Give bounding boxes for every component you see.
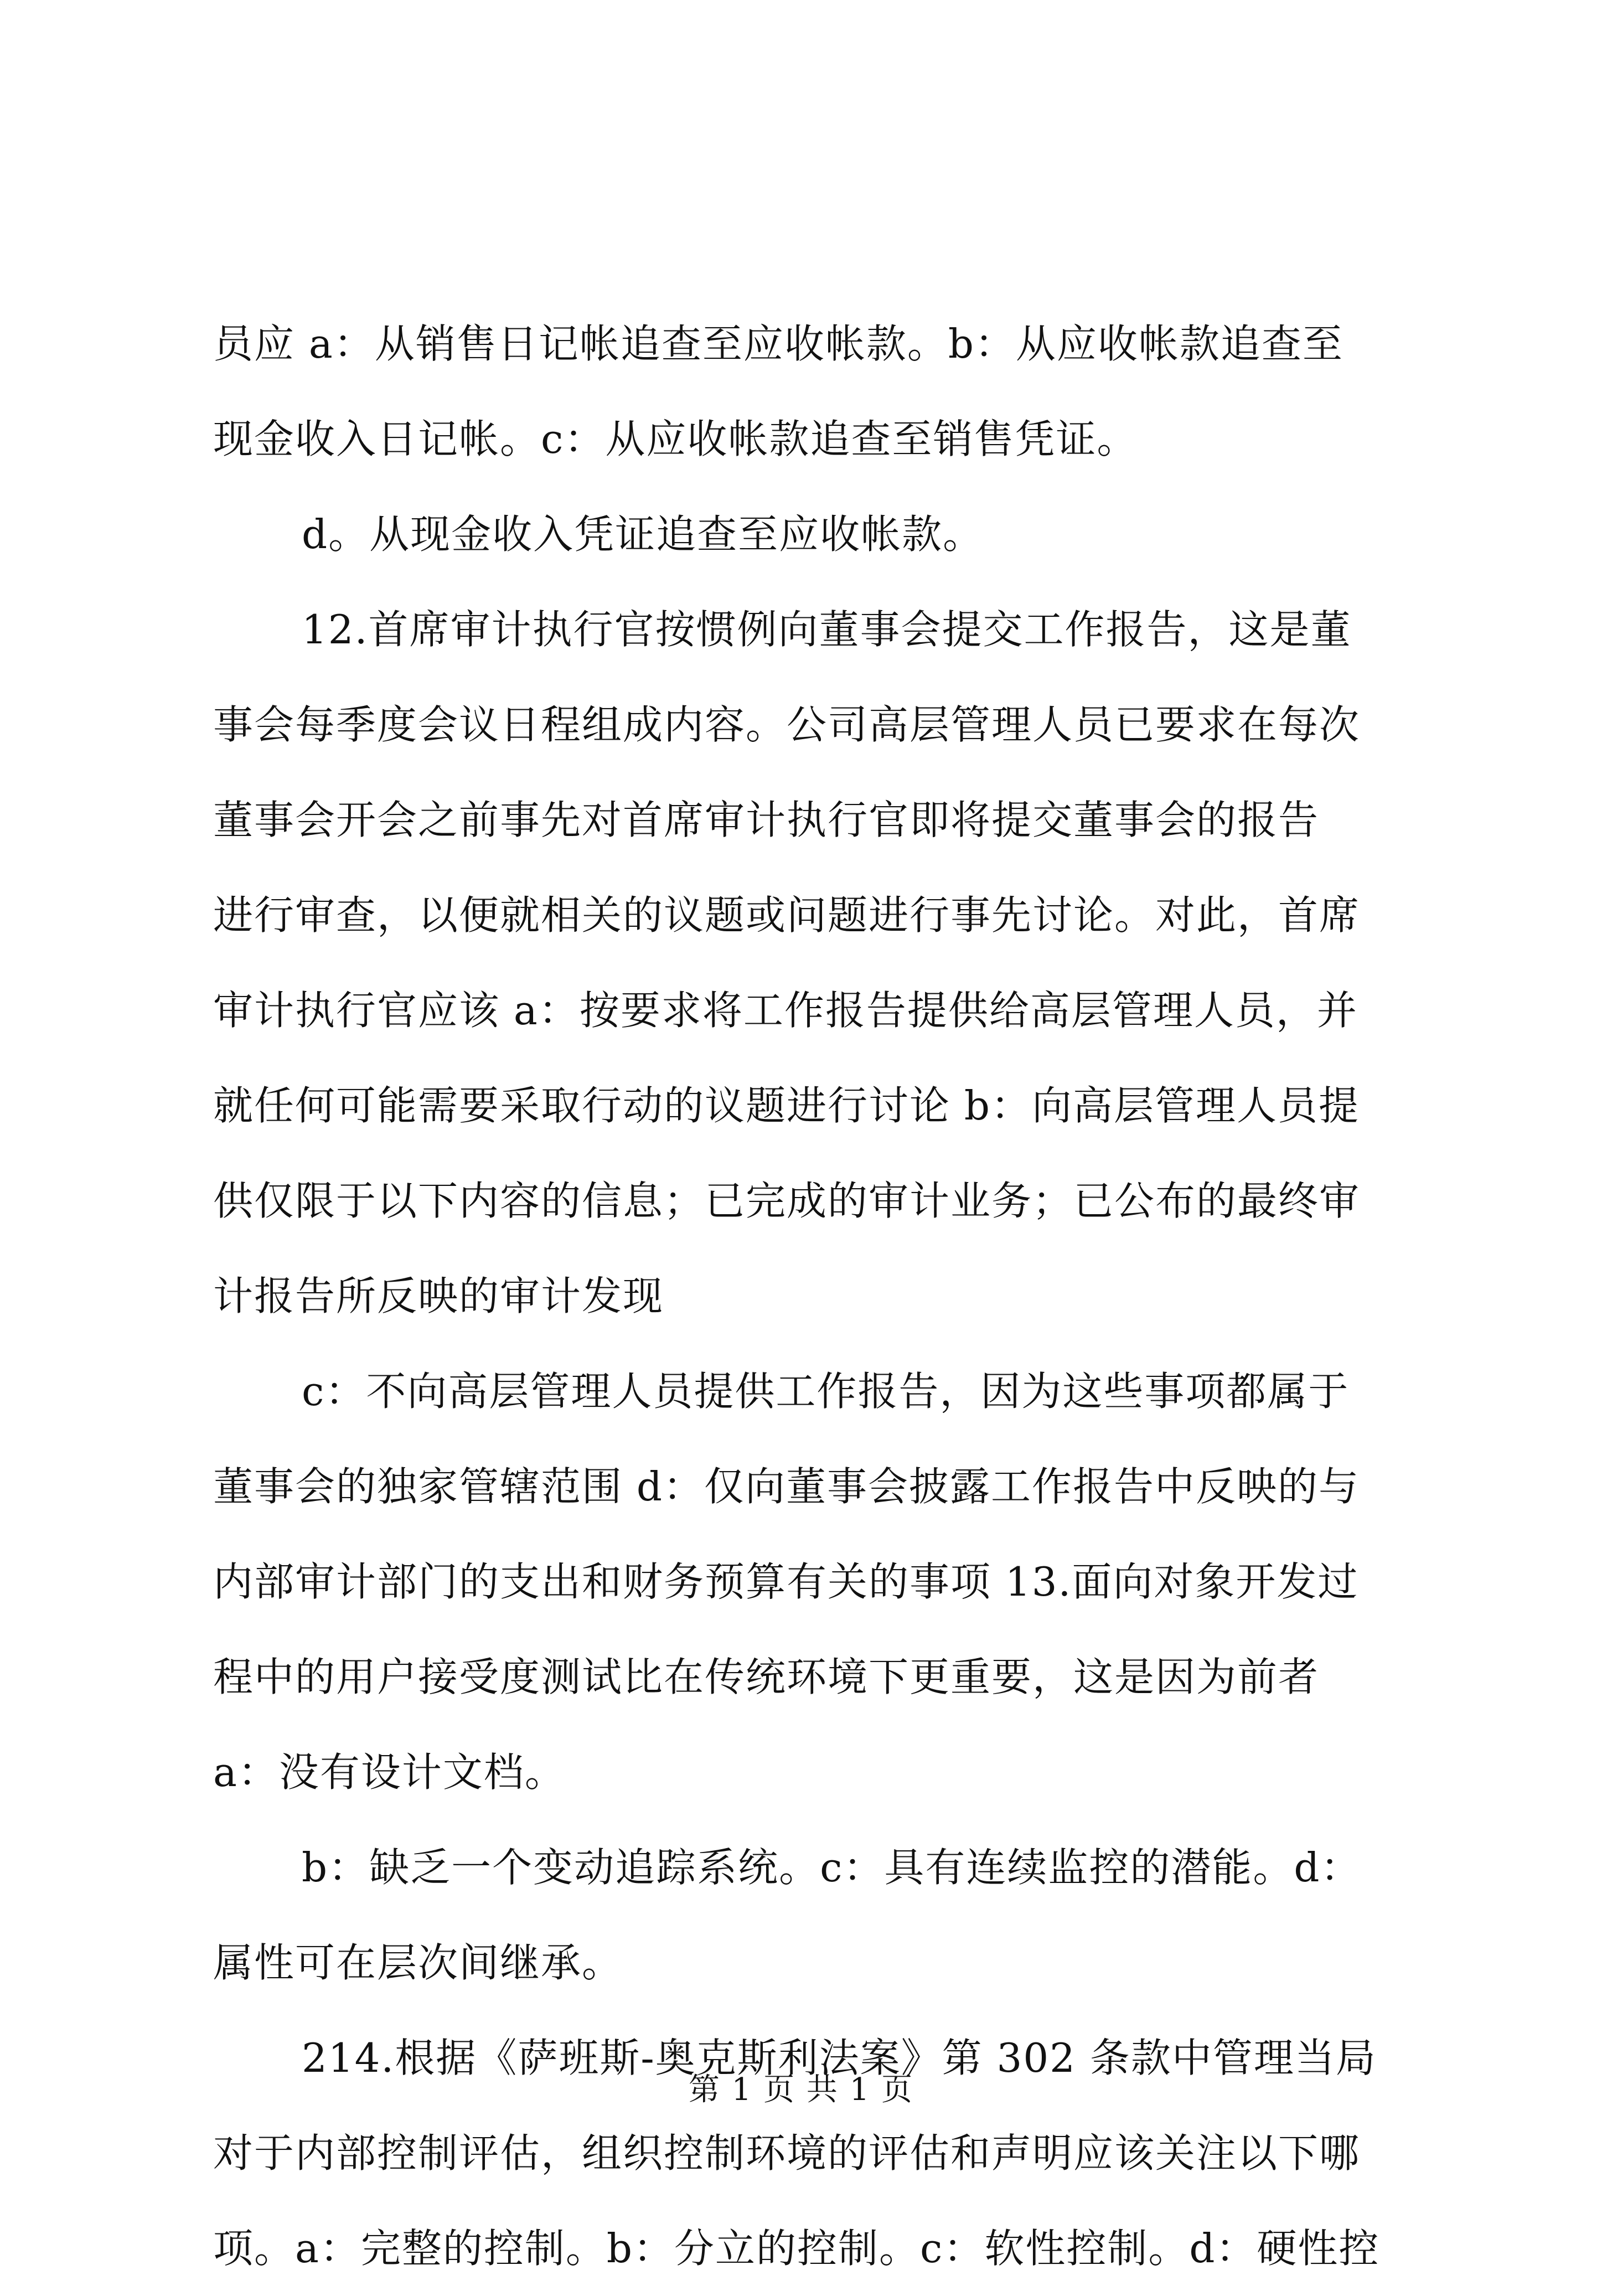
text-line: 事会每季度会议日程组成内容。公司高层管理人员已要求在每次 [213, 701, 1361, 748]
text-line: 审计执行官应该 a：按要求将工作报告提供给高层管理人员，并 [213, 987, 1358, 1034]
text-line: c：不向高层管理人员提供工作报告，因为这些事项都属于 [302, 1368, 1350, 1415]
text-line: 供仅限于以下内容的信息；已完成的审计业务；已公布的最终审 [213, 1178, 1361, 1224]
text-line: a：没有设计文档。 [213, 1749, 566, 1795]
paragraph-question-12-13 [213, 1344, 1401, 1820]
text-line: 对于内部控制评估，组织控制环境的评估和声明应该关注以下哪 [213, 2130, 1361, 2176]
paragraph-option-list-11 [213, 296, 1401, 487]
text-line: 内部审计部门的支出和财务预算有关的事项 13.面向对象开发过 [213, 1559, 1359, 1605]
text-line: 就任何可能需要采取行动的议题进行讨论 b：向高层管理人员提 [213, 1082, 1360, 1129]
text-line: 计报告所反映的审计发现 [213, 1273, 664, 1319]
text-line: 董事会开会之前事先对首席审计执行官即将提交董事会的报告 [213, 797, 1320, 843]
paragraph-options-13 [213, 1820, 1401, 2010]
text-line: 程中的用户接受度测试比在传统环境下更重要，这是因为前者 [213, 1654, 1320, 1700]
text-line: 进行审查，以便就相关的议题或问题进行事先讨论。对此，首席 [213, 892, 1361, 938]
paragraph-question-12 [213, 582, 1401, 1344]
text-line: 12.首席审计执行官按惯例向董事会提交工作报告，这是董 [302, 606, 1352, 653]
page-footer [0, 2065, 1602, 2109]
text-line: 现金收入日记帐。c：从应收帐款追查至销售凭证。 [213, 416, 1138, 462]
text-line: 董事会的独家管辖范围 d：仅向董事会披露工作报告中反映的与 [213, 1463, 1360, 1510]
page-number-label: 第 1 页 共 1 页 [688, 2072, 914, 2108]
text-line: d。从现金收入凭证追查至应收帐款。 [302, 511, 984, 558]
text-line: 员应 a：从销售日记帐追查至应收帐款。b：从应收帐款追查至 [213, 321, 1343, 367]
text-line: 214.根据《萨班斯-奥克斯利法案》第 302 条款中管理当局 [302, 2035, 1377, 2081]
document-body [213, 296, 1401, 2296]
text-line: b：缺乏一个变动追踪系统。c：具有连续监控的潜能。d： [302, 1844, 1362, 1891]
text-line: 属性可在层次间继承。 [213, 1939, 623, 1986]
paragraph-question-214 [213, 2010, 1401, 2296]
text-line: 项。a：完整的控制。b：分立的控制。c：软性控制。d：硬性控 [213, 2225, 1380, 2272]
paragraph-option-d-11 [213, 487, 1401, 582]
